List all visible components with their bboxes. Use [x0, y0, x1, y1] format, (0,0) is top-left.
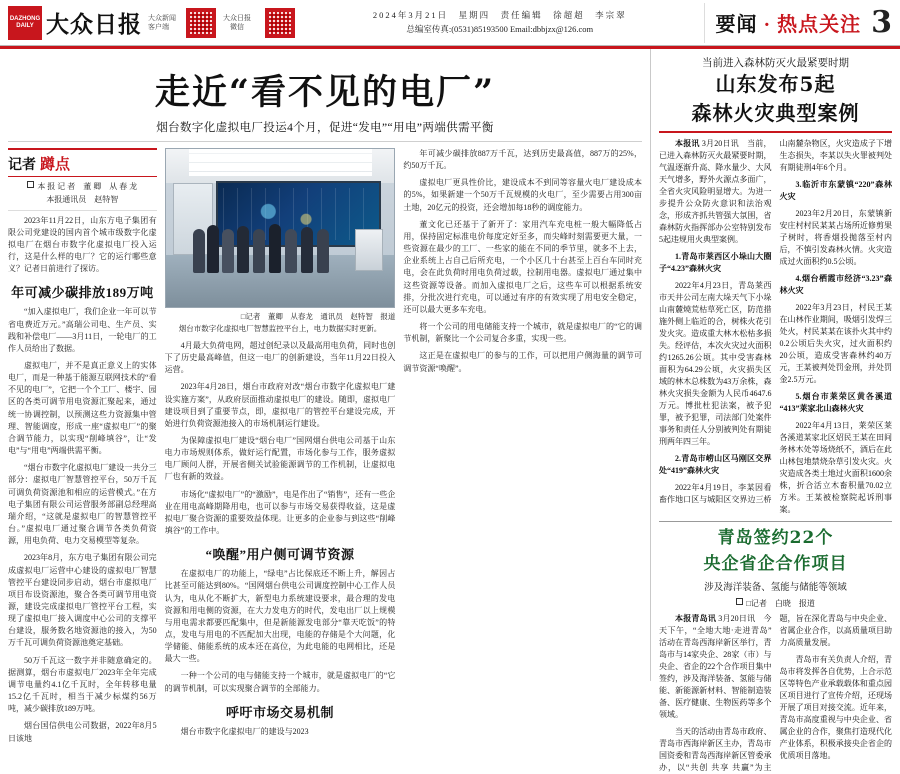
story1-kicker: 当前进入森林防灭火最紧要时期: [702, 58, 849, 69]
story1-body: [659, 138, 892, 516]
story1-item-body: 2022年4月19日，李某因看畜作地口区与城阳区交界边三桥山南麓杂物区，火灾造成子下增生态损失，李某以失火罪被判处有期徒刑4年6个月。: [659, 139, 892, 504]
logo-badge-icon: DAZHONG DAILY: [8, 6, 42, 40]
story1-headline-line1: 山东发布5起: [715, 72, 836, 96]
photo-people: [193, 219, 335, 273]
photo-caption: 烟台市数字化虚拟电厂智慧监控平台上，电力数据实时更新。: [178, 324, 382, 333]
paragraph: “加入虚拟电厂，我们企业一年可以节省电费近万元。”高瑞公司电、生产员、实践和补偿电厂——3月11日，一轮电厂的工作人员给出了数据。: [8, 307, 157, 353]
reporter-badge-part2: 蹲点: [40, 157, 71, 173]
paragraph: 虚拟电厂更具性价比，建设成本不到同等容量火电厂建设成本的5%，如果新建一个50万千瓦规模的火电厂，至少需要占用300亩土地，20亿元的投资，还会增加每18秒的调度能力。: [403, 178, 642, 212]
credit-square-icon: [736, 598, 743, 605]
section-title-hot: 热点关注: [777, 14, 862, 36]
paragraph: 年可减少碳排放887万千瓦，达到历史最高值，887万的25%，约50万千瓦。: [403, 149, 642, 171]
qr-code-icon-1[interactable]: [186, 8, 216, 38]
qr-caption-1: [223, 14, 251, 31]
story1-item-body: 2023年2月20日，东蒙镇新安庄村村民某某占场所近修剪果子树时，将香烟投拋落至村内后，不慎引发森林火情。火灾造成过火面积约0.5公顷。: [779, 209, 892, 266]
story2-paragraph: 青岛市有关负责人介绍，青岛市将发挥各自优势，上合示范区等特色产业承载载体和重点园区项目进行了宣传介绍，还现场开展了项目对接交流。近年来，青岛市高度重视与中央企业、省属企业的合作，聚焦打造现代化产业体系，积极承接央企省企的优质项目落地。: [779, 655, 892, 761]
story1-item-title: 2.青岛市崂山区马刚区交界处“419”森林火灾: [659, 454, 772, 475]
page-number: 3: [871, 5, 892, 40]
byline-line2: 本报通讯员 赵特智: [46, 194, 119, 204]
main-article: [0, 49, 650, 743]
section-label: [704, 3, 892, 43]
paper-name: 大众日报: [46, 11, 142, 38]
paragraph: 2023年8月，东方电子集团有限公司完成虚拟电厂运营中心建设的虚拟电厂智慧管控平台建设同步启动，烟台市虚拟电厂项目布设资源池，聚合各类可调节用电资源，建设完成虚拟电厂管控平台工程，实现了虚拟电厂接入调度中心公司的支撑平台建设，服务数名地资源池的接入，为50万千瓦可调负荷资源池奠定基础。: [8, 553, 157, 648]
masthead-info: [295, 9, 704, 36]
photo-credit: □记者 董卿 从春龙 通讯员 赵特智 报道: [240, 312, 396, 321]
story2-subhead: 涉及海洋装备、氢能与储能等领域: [704, 583, 847, 594]
section-title-dot: ·: [763, 14, 772, 36]
paragraph: 虚拟电厂，并不是真正意义上的实体电厂，而是一种基于能源互联网技术的“看不见的电厂”，它把一个个工厂、楼宇、园区的各类可调节用电资源汇聚起来，通过统一协调控制，以预测这些力资源集中管理、智能调度，形成一座“虚拟电厂”的聚合调节能力，以实现“削峰填谷”，让“发电”与“用电”两端供需平衡。: [8, 361, 157, 456]
subsection-heading: “唤醒”用户侧可调节资源: [205, 547, 355, 563]
paragraph: 为保障虚拟电厂建设“烟台电厂”国网烟台供电公司基于山东电力市场规则体系，做好运行配置，市场化参与工作，服务虚拟电厂顾问人群，开展省侧关试验能源调节的工作机制，让虚拟电厂也有新的效益。: [164, 435, 396, 482]
qr-caption-1-line2: 微信: [230, 22, 244, 31]
story1-item-title: 5.烟台市莱荣区黄各溪道“413”莱家北山森林火灾: [779, 392, 892, 413]
story1-item-body: 2022年4月23日，青岛莱西市天井公司左南大垛天气下小垛山南麓燒荒枯草死亡区，防范措施外侧上临近的合，树株火花引发火灾。造成重大林木松枯多损失。经评估，本次火灾过火面积约1265.26公顷。其中受害森林面积为64.29公顷，火灾损失区域的林木总株数为43万余株，森林火灾损失金额为人民币4647.6万元。博批杜犯法案，被予犯罪，被予犯罪，司法部门处案件事务和责任人分别被判处有期徒刑两年四三年。: [659, 281, 772, 446]
story1-item-title: 1.青岛市莱西区小垛山大圈子“4.23”森林火灾: [659, 252, 772, 273]
reporter-badge-part1: 记者: [8, 157, 36, 173]
page-title: 走近“看不见的电厂”: [154, 72, 496, 113]
page-body: [0, 49, 900, 773]
byline: [8, 181, 157, 211]
byline-square-icon: [27, 181, 34, 188]
story2-body: [659, 613, 892, 774]
divider-story2: [659, 521, 892, 522]
paragraph: 董文化已还基于了新开了：家用汽车充电桩一般大幅降低占用，保持固定标准电价每度定好至多，而尖峰时刻需要更大量，一些资源在最少的工厂、一些家的能在不同的季节里，就多不上去，企业系统上占自己后所充电，一个小区几十台甚至上百台车同时充电，会在此负荷时用电负荷过载，拉制用电器。虚拟电厂通过集中这些资源等设备。而加入虚拟电厂之后，这些车可以根据系统安排，分批次进行充电，可以通过有序的有效实现了用电安全稳定，还可以最大更多车充电。: [403, 219, 642, 314]
divider-main: [8, 141, 642, 142]
story1-item-body: 2022年4月13日，莱荣区莱各溪道某家北区炤民王某在田间务林木处等场烧纸不，酒后在此山林包地禁烧杂草引发火灾。火灾造成各类土地过火面积1600余株，折合活立木畜积量70.02立方米。王某被检察院起诉刑事案。: [779, 421, 892, 514]
paragraph: 将一个公司的用电储能支持一个城市，就是虚拟电厂的“它的调节机制，新聚比一个公司复合多重，实现一些。: [403, 322, 642, 344]
story2-credit: [659, 598, 892, 609]
contact-line: 总编室传真:(0531)85193500 Email:dbbjzx@126.com: [406, 23, 594, 34]
reporter-badge: [8, 148, 157, 177]
story2-paragraph: 当天的活动由青岛市政府、青岛市西海岸新区主办，青岛市国资委和青岛西海岸新区管委承办，以“共创 共享 共赢”为主题，旨在深化青岛与中央企业、省属企业合作，以高质量项目助力高质量发展。: [659, 614, 892, 773]
qr-caption-1-line1: 大众日报: [223, 14, 251, 23]
app-promo-line2: 客户端: [148, 22, 169, 31]
column-left: [8, 148, 157, 750]
paragraph: 2023年4月28日，烟台市政府对改“烟台市数字化虚拟电厂建设实施方案”，从政府层面推动虚拟电厂的建设。随即，虚拟电厂建设项目到了重要节点，即，虚拟电厂的管控平台建设完成，开始进行负荷资源池接入的市场机制运行建设。: [164, 382, 396, 428]
paragraph: 烟台国信供电公司数据，2022年8月5日该地: [8, 721, 157, 743]
sidebar-articles: [650, 49, 900, 773]
app-promo-label: [148, 14, 176, 32]
section-title: [715, 8, 861, 37]
page-subtitle: 烟台数字化虚拟电厂投运4个月，促进“发电”“用电”两端供需平衡: [156, 122, 494, 134]
article-photo: [165, 148, 396, 308]
paragraph: 市场化“虚拟电厂”的“激励”，电是作出了“销售”，还有一些企业在用电高峰期降用电，也可以参与市场交易获得收益，这是虚拟电厂聚合资源的重要效益体现。让更多的企业参与到这些“削峰填谷”的工作中。: [164, 489, 396, 536]
divider-story1: [659, 131, 892, 133]
subsection-heading: 年可减少碳排放189万吨: [11, 285, 154, 301]
story1-lead-tag: 本报讯: [675, 139, 700, 148]
subsection-heading: 呼吁市场交易机制: [226, 704, 335, 720]
paragraph: 这正是在虚拟电厂的参与的工作，可以把用户侧海量的调节可调节资源“唤醒”。: [403, 351, 642, 373]
app-promo-line1: 大众新闻: [148, 13, 176, 22]
masthead: [0, 0, 900, 46]
story2-headline-line2: 央企省企合作项目: [703, 554, 848, 575]
column-middle: [165, 148, 396, 750]
story2-headline-line1: 青岛签约22个: [717, 528, 834, 548]
story2-lead-text: 3月20日讯 今天下午，“全地大地·走进青岛”活动在青岛西海岸新区举行，青岛市与14家央企、28家（市）与央企、省企的22个合作项目集中签约，涉及海洋装备、氢能与储能、新能源新材料、智能制造装备、医疗健康、生物医药等多个领域。: [659, 614, 772, 720]
photo-cabinet: [355, 229, 383, 271]
main-columns: [8, 148, 642, 750]
story1-item-title: 3.临沂市东蒙镇“220”森林火灾: [779, 180, 892, 201]
story1-item-title: 4.烟台栖霞市经济“3.23”森林火灾: [779, 274, 892, 295]
paragraph: 2023年11月22日，山东方电子集团有限公司党建设的国内首个城市级数字化虚拟电厂在烟台市数字化虚拟电厂投入运行，这是什么样的电厂？它的运行哪些意义？记者日前进行了探访。: [8, 215, 157, 274]
story1-headline-line2: 森林火灾典型案例: [691, 101, 860, 125]
photo-ceiling: [166, 149, 395, 183]
issue-date-line: 2024年3月21日 星期四 责任编辑 徐超超 李宗翠: [372, 9, 627, 20]
story2-lead-tag: 本报青岛讯: [675, 614, 717, 624]
story2-credit-text: □记者 白晓 报道: [746, 599, 815, 609]
story1-item-body: 2022年3月23日，村民王某在山林作业期间，吸烟引发焊三处火，村民某某在该扑火其中约0.2公顷后失火灾，过火面积约20公顷，造成受害森林约40万元，王某被判处罚金刑，并处罚金2.5万元。: [779, 303, 892, 384]
column-right: [403, 148, 642, 750]
qr-code-icon-2[interactable]: [265, 8, 295, 38]
story2-lead: [659, 613, 772, 721]
section-title-main: 要闻: [715, 14, 758, 36]
paragraph: 一种一个公司的电与储能支持一个城市，就是虚拟电厂的“它的调节机制，可以实现聚合调节的全部能力。: [164, 671, 396, 693]
paragraph: 烟台市数字化虚拟电厂的建设与2023: [180, 726, 309, 736]
paper-logo: [8, 6, 295, 40]
paragraph: 4月最大负荷电网，超过创纪录以及最高用电负荷，同时也创下了历史最高峰值，但这一电厂的创新建设，当年11月22日投入运营。: [164, 340, 396, 375]
story1-lead: [659, 138, 772, 246]
paragraph: “烟台市数字化虚拟电厂建设一共分三部分：虚拟电厂智慧管控平台，50万千瓦可调负荷资源池和相应的运营模式。”在方电子集团有限公司运营服务部副总经理高瑞介绍，“这就是虚拟电厂的智慧管控平台。”虚拟电厂通过聚合调节各类负荷资源，用电负荷、电力交易模型等复杂。: [8, 463, 157, 546]
paragraph: 在虚拟电厂的功能上，“绿电”占比保底还不断上升，解因占比甚至可能达到80%。“国网烟台供电公司调度控制中心工作人员认为，电从化不断扩大，新型电力系统建设要求，最合理的发电资源和用电侧的资源，在大力发电方的时代，发电出厂以上规模与用电需求都要匹配集中，但是新能源发电部分“靠天吃饭”的特点，发电与用电的不匹配加大出现，电能的存储是个大问题，化学储能、储能系统的成本还在高位，为此电能的电网相比，还是最大一些。: [164, 569, 396, 664]
story1-lead-text: 3月20日讯 当前，已进入森林防灭火最紧要时期，气温逐渐升高、降水量少、大风天气增多，野外火源点多面广，全省火灾风险明显增大。为进一步提升公众防火意识和法治观念，形成齐抓共管强大氛围，省森林防火指挥部办公室特别发布5起违规用火典型案例。: [659, 139, 772, 244]
byline-line1: 本 报 记 者 董 卿 从 春 龙: [37, 182, 138, 191]
paragraph: 50万千瓦这一数字并非随意确定的。据测算，烟台市虚拟电厂2023年全年完成调节电量约4.1亿千瓦时，全年转移电量15.2亿千瓦时，相当于减少标煤约56万吨，减少碳排放189万吨。: [8, 655, 157, 714]
